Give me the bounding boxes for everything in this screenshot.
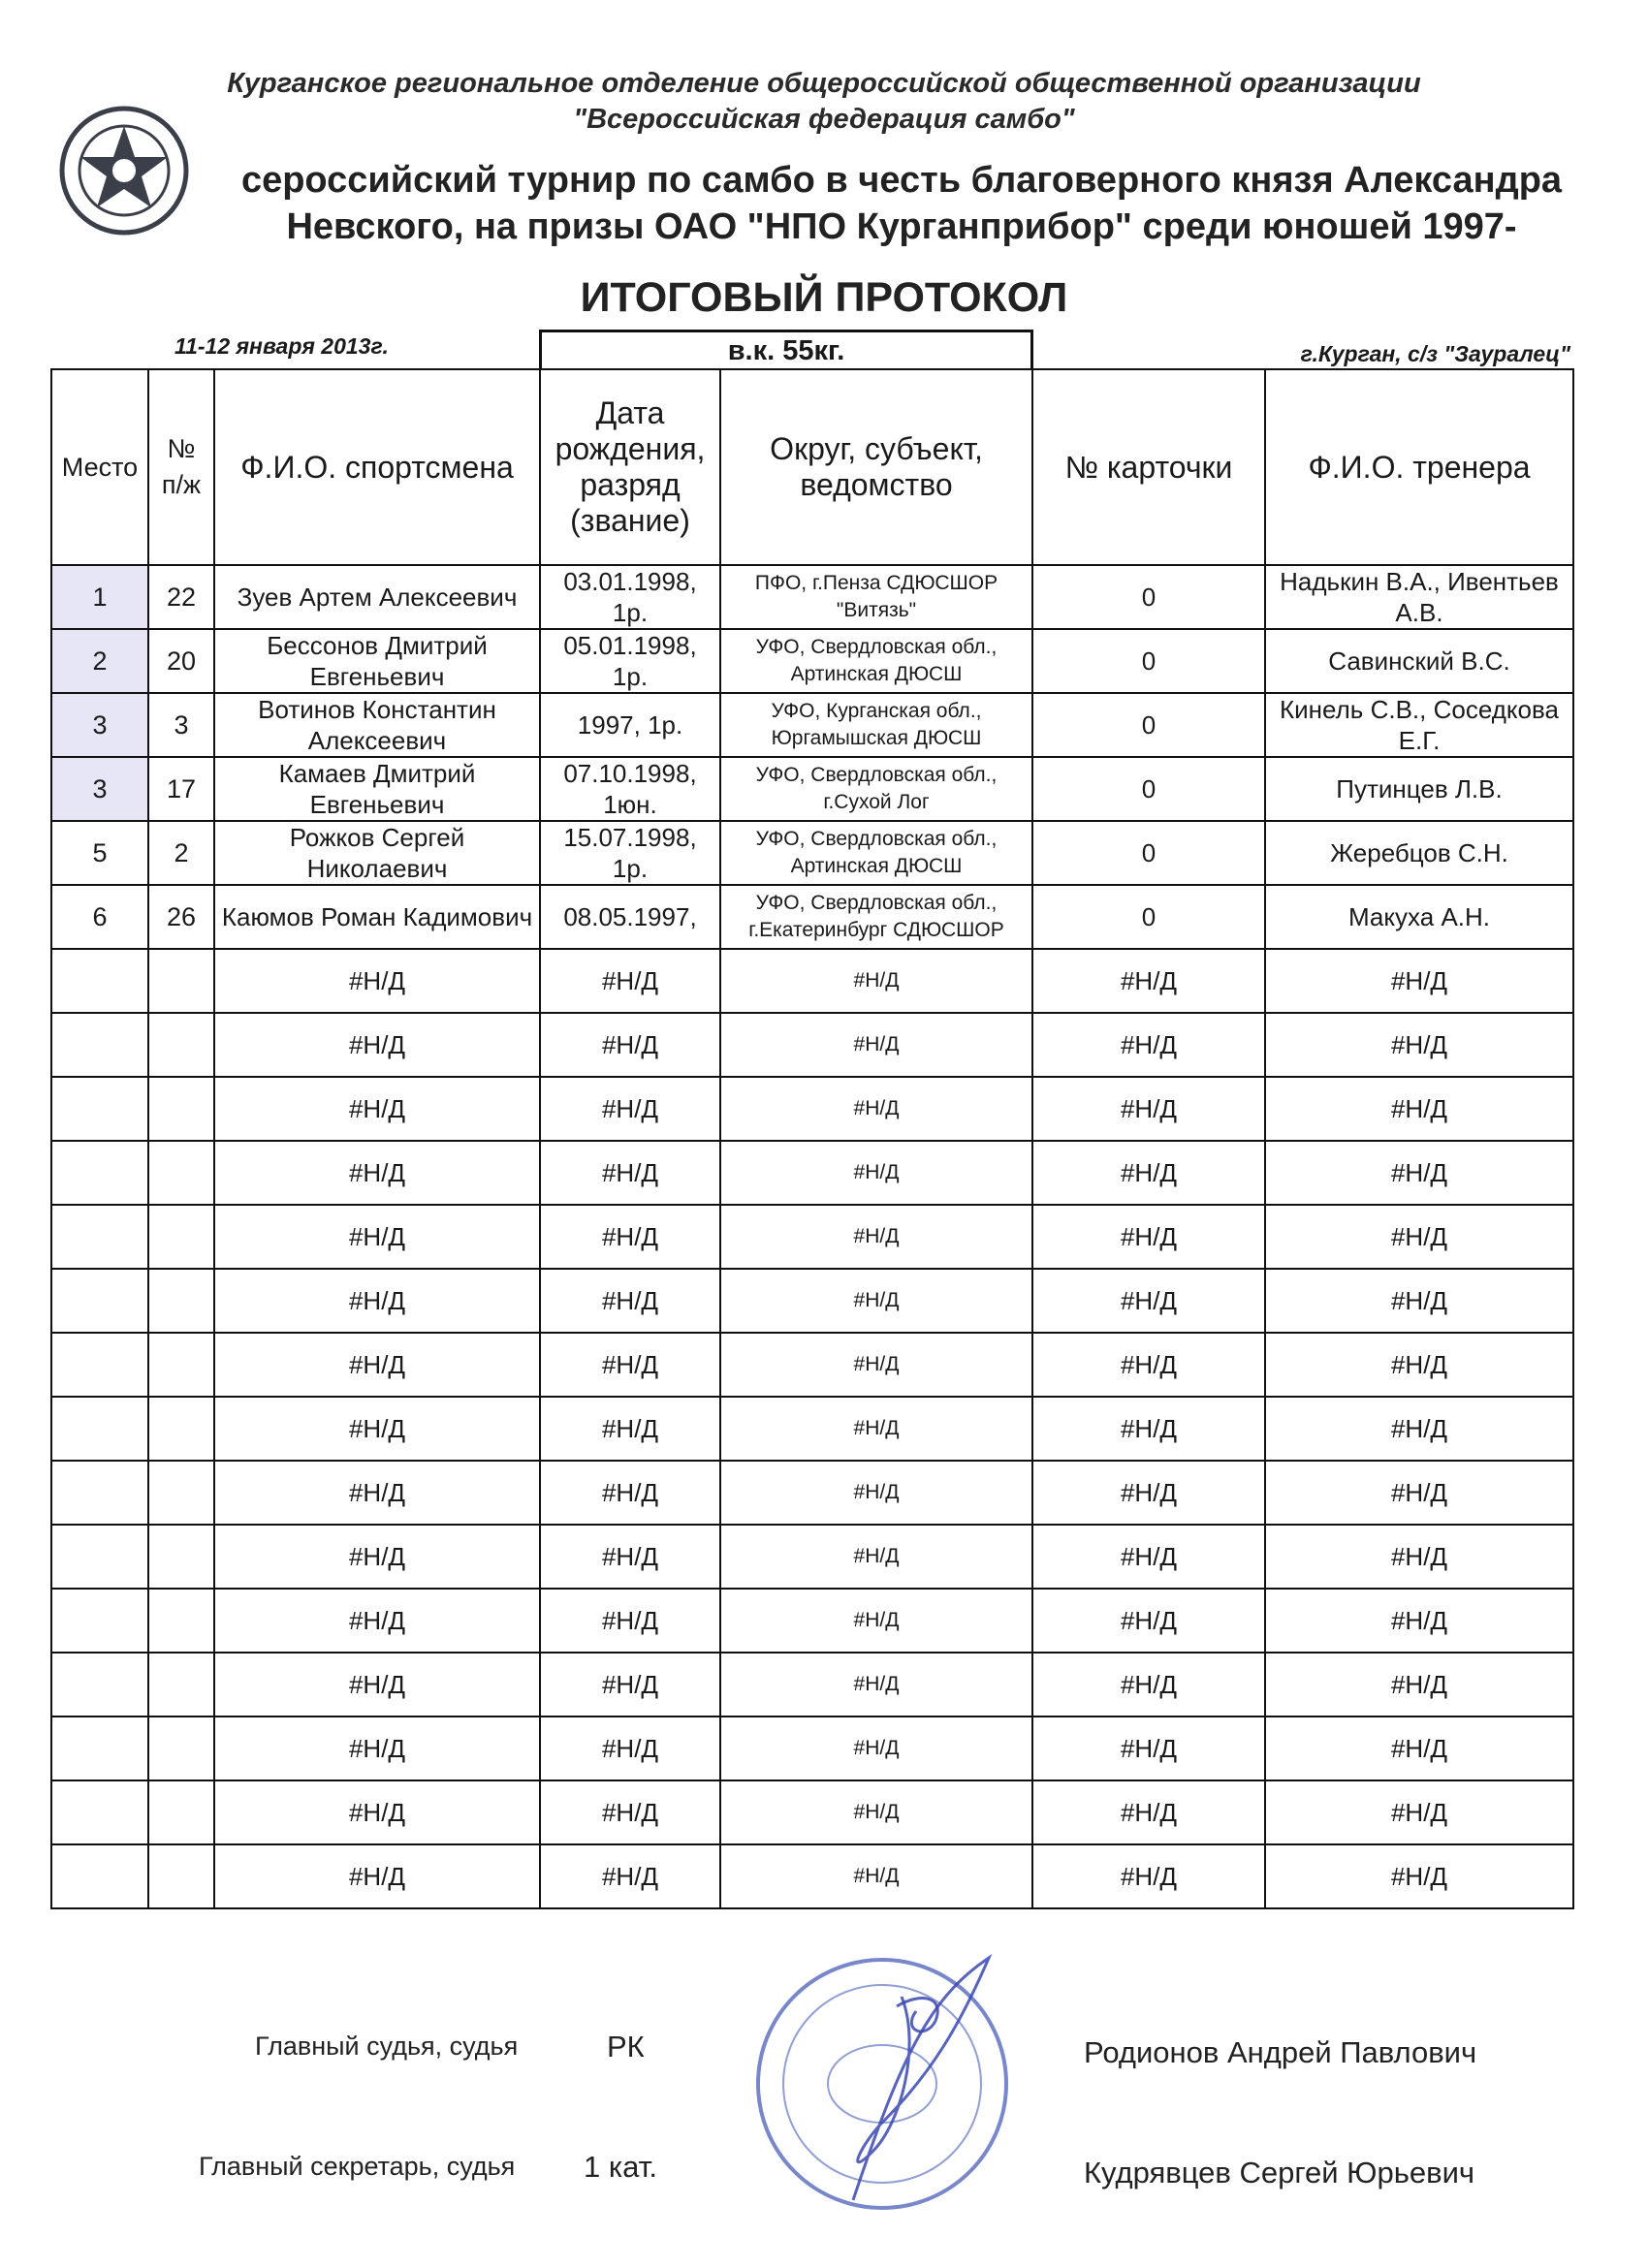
athlete-name-cell: Рожков Сергей Николаевич: [214, 821, 540, 885]
empty-table-row: [51, 1269, 1573, 1333]
athlete-name-cell: #Н/Д: [214, 1397, 540, 1461]
bib-number-cell: 2: [148, 821, 214, 885]
birth-rank-cell: 08.05.1997,: [540, 885, 720, 949]
event-date: 11-12 января 2013г.: [174, 333, 389, 359]
region-cell: УФО, Свердловская обл., Артинская ДЮСШ: [720, 821, 1032, 885]
event-location: г.Курган, с/з "Зауралец": [1300, 341, 1570, 366]
place-cell: [51, 1653, 148, 1717]
region-cell: #Н/Д: [720, 1589, 1032, 1653]
athlete-name-cell: #Н/Д: [214, 1077, 540, 1141]
place-cell: [51, 1461, 148, 1525]
birth-rank-cell: 05.01.1998, 1р.: [540, 629, 720, 693]
col-header-number: № п/ж: [148, 369, 214, 565]
bib-number-cell: [148, 1397, 214, 1461]
place-cell: 5: [51, 821, 148, 885]
coach-name-cell: Савинский В.С.: [1265, 629, 1573, 693]
region-cell: #Н/Д: [720, 1653, 1032, 1717]
athlete-name-cell: #Н/Д: [214, 1205, 540, 1269]
card-number-cell: #Н/Д: [1032, 1653, 1265, 1717]
place-cell: [51, 949, 148, 1013]
coach-name-cell: #Н/Д: [1265, 949, 1573, 1013]
place-cell: 6: [51, 885, 148, 949]
coach-name-cell: #Н/Д: [1265, 1141, 1573, 1205]
birth-rank-cell: #Н/Д: [540, 949, 720, 1013]
bib-number-cell: [148, 949, 214, 1013]
card-number-cell: 0: [1032, 693, 1265, 757]
col-header-coach: Ф.И.О. тренера: [1265, 369, 1573, 565]
col-header-place: Место: [51, 369, 148, 565]
bib-number-cell: [148, 1013, 214, 1077]
empty-table-row: [51, 1525, 1573, 1589]
athlete-name-cell: #Н/Д: [214, 1141, 540, 1205]
coach-name-cell: #Н/Д: [1265, 1013, 1573, 1077]
region-cell: #Н/Д: [720, 1205, 1032, 1269]
empty-table-row: [51, 1141, 1573, 1205]
birth-rank-cell: #Н/Д: [540, 1780, 720, 1844]
region-cell: #Н/Д: [720, 1525, 1032, 1589]
place-cell: [51, 1717, 148, 1780]
athlete-name-cell: Каюмов Роман Кадимович: [214, 885, 540, 949]
coach-name-cell: #Н/Д: [1265, 1653, 1573, 1717]
place-cell: [51, 1205, 148, 1269]
region-cell: #Н/Д: [720, 1397, 1032, 1461]
card-number-cell: #Н/Д: [1032, 1525, 1265, 1589]
card-number-cell: 0: [1032, 821, 1265, 885]
bib-number-cell: [148, 1589, 214, 1653]
place-cell: [51, 1333, 148, 1397]
place-cell: [51, 1013, 148, 1077]
card-number-cell: #Н/Д: [1032, 1205, 1265, 1269]
col-header-card: № карточки: [1032, 369, 1265, 565]
birth-rank-cell: #Н/Д: [540, 1461, 720, 1525]
birth-rank-cell: #Н/Д: [540, 1717, 720, 1780]
coach-name-cell: #Н/Д: [1265, 1077, 1573, 1141]
birth-rank-cell: #Н/Д: [540, 1205, 720, 1269]
birth-rank-cell: #Н/Д: [540, 1141, 720, 1205]
coach-name-cell: #Н/Д: [1265, 1397, 1573, 1461]
tournament-title-line2: Невского, на призы ОАО "НПО Курганприбор" среди юношей 1997-: [286, 206, 1517, 247]
bib-number-cell: [148, 1141, 214, 1205]
empty-table-row: [51, 1780, 1573, 1844]
bib-number-cell: 22: [148, 565, 214, 629]
place-cell: 2: [51, 629, 148, 693]
empty-table-row: [51, 1461, 1573, 1525]
region-cell: #Н/Д: [720, 1013, 1032, 1077]
card-number-cell: #Н/Д: [1032, 1780, 1265, 1844]
bib-number-cell: [148, 1717, 214, 1780]
card-number-cell: 0: [1032, 565, 1265, 629]
birth-rank-cell: #Н/Д: [540, 1525, 720, 1589]
card-number-cell: 0: [1032, 885, 1265, 949]
table-row: [51, 821, 1573, 885]
athlete-name-cell: #Н/Д: [214, 1653, 540, 1717]
table-row: [51, 885, 1573, 949]
birth-rank-cell: 1997, 1р.: [540, 693, 720, 757]
coach-name-cell: #Н/Д: [1265, 1780, 1573, 1844]
card-number-cell: #Н/Д: [1032, 1589, 1265, 1653]
weight-class: в.к. 55кг.: [539, 330, 1033, 368]
place-cell: [51, 1397, 148, 1461]
birth-rank-cell: #Н/Д: [540, 1077, 720, 1141]
empty-table-row: [51, 1653, 1573, 1717]
protocol-title: ИТОГОВЫЙ ПРОТОКОЛ: [580, 274, 1068, 321]
chief-judge-name: Родионов Андрей Павлович: [1084, 2035, 1477, 2069]
coach-name-cell: #Н/Д: [1265, 1333, 1573, 1397]
coach-name-cell: Макуха А.Н.: [1265, 885, 1573, 949]
bib-number-cell: 3: [148, 693, 214, 757]
birth-rank-cell: #Н/Д: [540, 1269, 720, 1333]
card-number-cell: #Н/Д: [1032, 1077, 1265, 1141]
place-cell: 3: [51, 693, 148, 757]
chief-judge-label: Главный судья, судья: [255, 2032, 519, 2061]
chief-secretary-category: 1 кат.: [584, 2150, 658, 2184]
birth-rank-cell: 03.01.1998, 1р.: [540, 565, 720, 629]
athlete-name-cell: #Н/Д: [214, 1717, 540, 1780]
athlete-name-cell: #Н/Д: [214, 1013, 540, 1077]
birth-rank-cell: #Н/Д: [540, 1333, 720, 1397]
empty-table-row: [51, 949, 1573, 1013]
place-cell: [51, 1589, 148, 1653]
place-cell: [51, 1780, 148, 1844]
card-number-cell: #Н/Д: [1032, 949, 1265, 1013]
region-cell: #Н/Д: [720, 1141, 1032, 1205]
coach-name-cell: Путинцев Л.В.: [1265, 757, 1573, 821]
coach-name-cell: #Н/Д: [1265, 1269, 1573, 1333]
place-cell: [51, 1269, 148, 1333]
birth-rank-cell: #Н/Д: [540, 1013, 720, 1077]
bib-number-cell: 20: [148, 629, 214, 693]
place-cell: 1: [51, 565, 148, 629]
athlete-name-cell: #Н/Д: [214, 1461, 540, 1525]
birth-rank-cell: #Н/Д: [540, 1844, 720, 1908]
place-cell: [51, 1844, 148, 1908]
coach-name-cell: #Н/Д: [1265, 1844, 1573, 1908]
chief-secretary-name: Кудрявцев Сергей Юрьевич: [1084, 2156, 1475, 2189]
col-header-athlete: Ф.И.О. спортсмена: [214, 369, 540, 565]
table-row: [51, 629, 1573, 693]
athlete-name-cell: #Н/Д: [214, 1844, 540, 1908]
empty-table-row: [51, 1205, 1573, 1269]
bib-number-cell: [148, 1333, 214, 1397]
athlete-name-cell: Бессонов Дмитрий Евгеньевич: [214, 629, 540, 693]
bib-number-cell: 26: [148, 885, 214, 949]
region-cell: #Н/Д: [720, 1461, 1032, 1525]
birth-rank-cell: #Н/Д: [540, 1397, 720, 1461]
table-row: [51, 757, 1573, 821]
region-cell: #Н/Д: [720, 1333, 1032, 1397]
place-cell: [51, 1525, 148, 1589]
birth-rank-cell: #Н/Д: [540, 1589, 720, 1653]
coach-name-cell: Надькин В.А., Ивентьев А.В.: [1265, 565, 1573, 629]
empty-table-row: [51, 1844, 1573, 1908]
tournament-title-line1: сероссийский турнир по самбо в честь благоверного князя Александра: [240, 160, 1563, 201]
athlete-name-cell: #Н/Д: [214, 1333, 540, 1397]
empty-table-row: [51, 1717, 1573, 1780]
table-row: [51, 693, 1573, 757]
empty-table-row: [51, 1077, 1573, 1141]
empty-table-row: [51, 1589, 1573, 1653]
coach-name-cell: #Н/Д: [1265, 1525, 1573, 1589]
empty-table-row: [51, 1333, 1573, 1397]
empty-table-row: [51, 1013, 1573, 1077]
birth-rank-cell: #Н/Д: [540, 1653, 720, 1717]
card-number-cell: #Н/Д: [1032, 1844, 1265, 1908]
athlete-name-cell: #Н/Д: [214, 1525, 540, 1589]
region-cell: #Н/Д: [720, 1844, 1032, 1908]
athlete-name-cell: Вотинов Константин Алексеевич: [214, 693, 540, 757]
bib-number-cell: [148, 1269, 214, 1333]
star-emblem-icon: [58, 105, 190, 236]
athlete-name-cell: #Н/Д: [214, 1589, 540, 1653]
card-number-cell: #Н/Д: [1032, 1397, 1265, 1461]
place-cell: [51, 1141, 148, 1205]
card-number-cell: #Н/Д: [1032, 1717, 1265, 1780]
empty-table-row: [51, 1397, 1573, 1461]
athlete-name-cell: Камаев Дмитрий Евгеньевич: [214, 757, 540, 821]
chief-secretary-label: Главный секретарь, судья: [199, 2152, 516, 2181]
region-cell: УФО, Курганская обл., Юргамышская ДЮСШ: [720, 693, 1032, 757]
bib-number-cell: 17: [148, 757, 214, 821]
card-number-cell: 0: [1032, 629, 1265, 693]
col-header-region: Округ, субъект, ведомство: [720, 369, 1032, 565]
region-cell: УФО, Свердловская обл., Артинская ДЮСШ: [720, 629, 1032, 693]
region-cell: #Н/Д: [720, 1717, 1032, 1780]
card-number-cell: 0: [1032, 757, 1265, 821]
bib-number-cell: [148, 1205, 214, 1269]
card-number-cell: #Н/Д: [1032, 1333, 1265, 1397]
card-number-cell: #Н/Д: [1032, 1461, 1265, 1525]
place-cell: 3: [51, 757, 148, 821]
athlete-name-cell: Зуев Артем Алексеевич: [214, 565, 540, 629]
coach-name-cell: Кинель С.В., Соседкова Е.Г.: [1265, 693, 1573, 757]
official-round-stamp-icon: [737, 1938, 1057, 2239]
region-cell: ПФО, г.Пенза СДЮСШОР "Витязь": [720, 565, 1032, 629]
birth-rank-cell: 15.07.1998, 1р.: [540, 821, 720, 885]
coach-name-cell: #Н/Д: [1265, 1205, 1573, 1269]
chief-judge-category: РК: [607, 2030, 645, 2063]
bib-number-cell: [148, 1461, 214, 1525]
athlete-name-cell: #Н/Д: [214, 1780, 540, 1844]
coach-name-cell: #Н/Д: [1265, 1589, 1573, 1653]
region-cell: #Н/Д: [720, 1077, 1032, 1141]
card-number-cell: #Н/Д: [1032, 1013, 1265, 1077]
athlete-name-cell: #Н/Д: [214, 949, 540, 1013]
region-cell: #Н/Д: [720, 1780, 1032, 1844]
table-header-row: [51, 369, 1573, 565]
card-number-cell: #Н/Д: [1032, 1141, 1265, 1205]
bib-number-cell: [148, 1844, 214, 1908]
bib-number-cell: [148, 1525, 214, 1589]
region-cell: #Н/Д: [720, 949, 1032, 1013]
athlete-name-cell: #Н/Д: [214, 1269, 540, 1333]
col-header-birth: Дата рождения, разряд (звание): [540, 369, 720, 565]
coach-name-cell: Жеребцов С.Н.: [1265, 821, 1573, 885]
org-name-line2: "Всероссийская федерация самбо": [573, 104, 1075, 135]
coach-name-cell: #Н/Д: [1265, 1461, 1573, 1525]
region-cell: УФО, Свердловская обл., г.Сухой Лог: [720, 757, 1032, 821]
region-cell: УФО, Свердловская обл., г.Екатеринбург СДЮСШОР: [720, 885, 1032, 949]
bib-number-cell: [148, 1077, 214, 1141]
results-table: [50, 368, 1574, 1909]
place-cell: [51, 1077, 148, 1141]
birth-rank-cell: 07.10.1998, 1юн.: [540, 757, 720, 821]
table-row: [51, 565, 1573, 629]
org-name-line1: Курганское региональное отделение общероссийской общественной организации: [227, 68, 1421, 99]
bib-number-cell: [148, 1653, 214, 1717]
card-number-cell: #Н/Д: [1032, 1269, 1265, 1333]
region-cell: #Н/Д: [720, 1269, 1032, 1333]
bib-number-cell: [148, 1780, 214, 1844]
coach-name-cell: #Н/Д: [1265, 1717, 1573, 1780]
